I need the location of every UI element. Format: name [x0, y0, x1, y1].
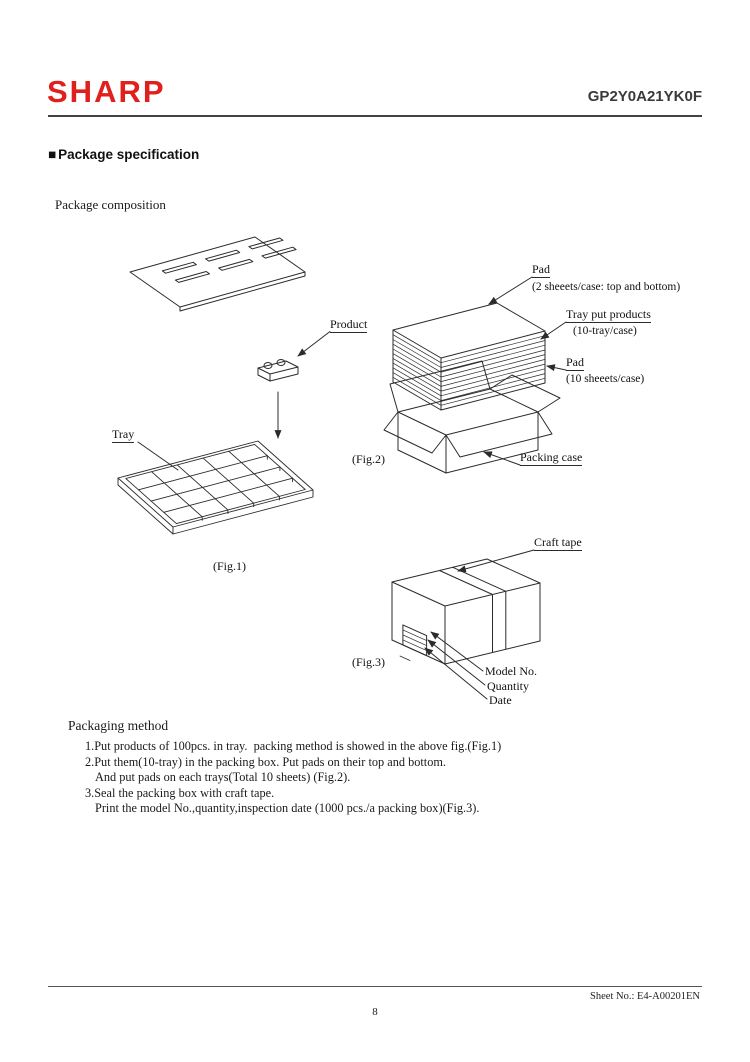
packaging-step-1: 1.Put products of 100pcs. in tray. packing method is showed in the above fig.(Fig.1)	[85, 739, 502, 753]
section-marker-icon: ■	[48, 147, 57, 162]
fig2-arrows	[484, 277, 566, 465]
packing-case-label: Packing case	[520, 450, 583, 464]
fig1-cover-sheet-drawing	[130, 237, 305, 311]
product-label: Product	[330, 317, 368, 331]
packaging-step-2-cont: And put pads on each trays(Total 10 sheets) (Fig.2).	[95, 770, 351, 784]
fig3-caption: (Fig.3)	[352, 655, 385, 669]
packaging-step-2: 2.Put them(10-tray) in the packing box. Put pads on their top and bottom.	[85, 754, 446, 769]
model-no-label: Model No.	[485, 664, 537, 678]
packaging-method-title: Packaging method	[68, 718, 169, 733]
packaging-step-3-cont: Print the model No.,quantity,inspection date (1000 pcs./a packing box)(Fig.3).	[95, 801, 480, 815]
fig1-tray-drawing	[118, 441, 313, 534]
pad-bottom-label: Pad	[566, 355, 584, 369]
fig1-product-drawing	[258, 360, 298, 382]
page-number: 8	[372, 1006, 378, 1018]
pad-top-note: (2 sheeets/case: top and bottom)	[532, 281, 681, 293]
packaging-method	[68, 718, 501, 817]
craft-tape-label: Craft tape	[534, 535, 582, 549]
packaging-step-3: 3.Seal the packing box with craft tape.	[85, 785, 275, 800]
footer-rule	[48, 986, 702, 987]
fig3-sealed-box-drawing	[392, 559, 540, 664]
fig2-pad-stack-drawing	[393, 303, 545, 410]
tray-put-products-note: (10-tray/case)	[573, 325, 637, 337]
fig1-arrows	[138, 332, 330, 471]
tray-put-products-label: Tray put products	[566, 307, 651, 321]
section-title-text: Package specification	[58, 147, 200, 162]
fig2-caption: (Fig.2)	[352, 452, 385, 466]
part-number: GP2Y0A21YK0F	[587, 88, 702, 105]
pad-top-label: Pad	[532, 262, 550, 276]
tray-label: Tray	[112, 427, 135, 441]
packaging-method-steps	[85, 739, 501, 817]
package-composition-label: Package composition	[55, 197, 166, 212]
date-label: Date	[489, 693, 512, 707]
section-title	[48, 147, 199, 162]
pad-bottom-note: (10 sheeets/case)	[566, 373, 645, 385]
sheet-number: Sheet No.: E4-A00201EN	[590, 991, 700, 1002]
sharp-logo: SHARP	[47, 74, 166, 109]
fig1-caption: (Fig.1)	[213, 559, 246, 573]
quantity-label: Quantity	[487, 679, 529, 693]
header-rule	[48, 115, 702, 117]
